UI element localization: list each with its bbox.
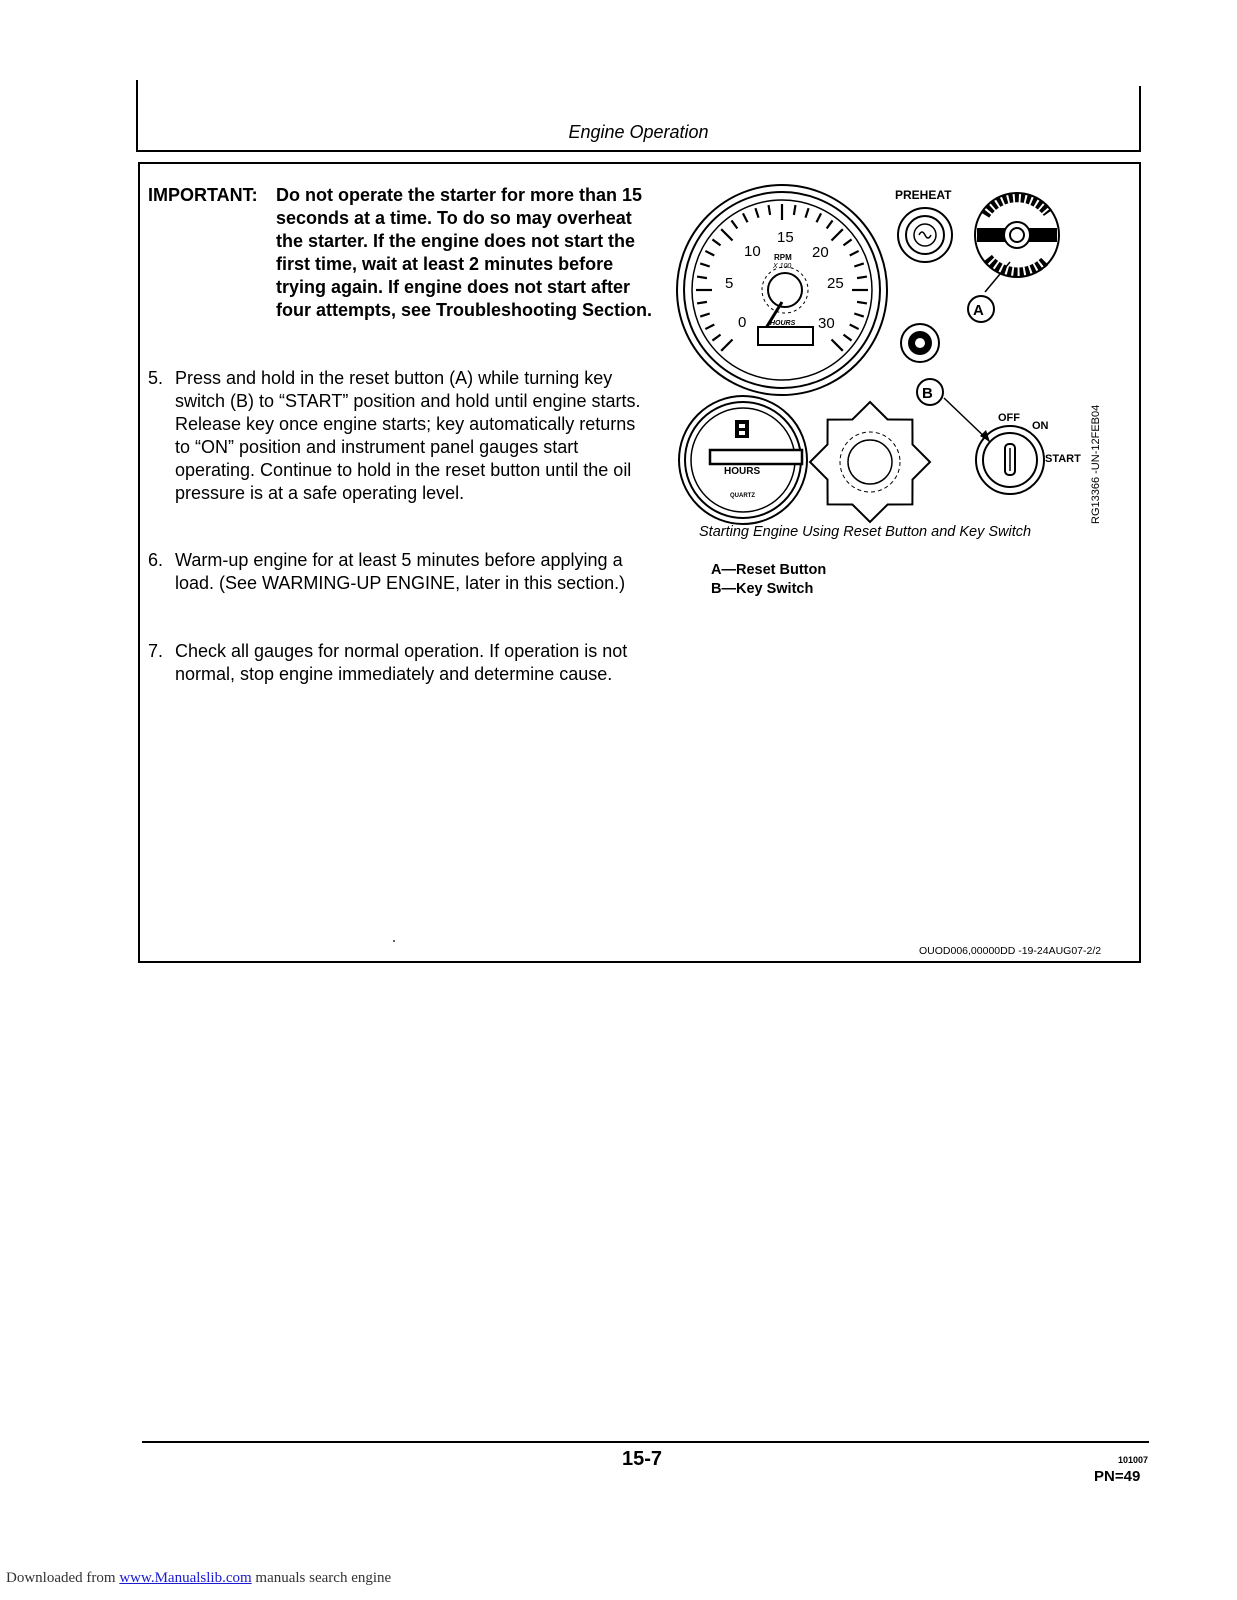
tach-tick [769,205,771,215]
tachometer-gauge [677,185,887,395]
hour-meter [679,396,807,524]
callout-a [968,296,994,322]
tach-tick [697,277,707,279]
tach-rpm-label: RPM [774,253,792,262]
tach-number-10: 10 [744,243,761,260]
preheat-label: PREHEAT [895,188,952,202]
tach-tick [755,208,758,218]
step-text: Check all gauges for normal operation. If operation is not normal, stop engine immediately and determine cause. [175,641,628,684]
tach-number-20: 20 [812,244,829,261]
tach-number-0: 0 [738,314,747,331]
page-number: 15-7 [622,1448,663,1470]
svg-text:B: B [922,385,933,402]
manualslib-link[interactable]: www.Manualslib.com [119,1570,252,1586]
tach-tick [743,213,748,222]
step-text: Warm-up engine for at least 5 minutes before applying a load. (See WARMING-UP ENGINE, later in this section.) [175,550,626,593]
tach-tick [805,208,808,218]
tach-tick [705,251,714,256]
octagonal-knob [810,402,930,522]
switch-start-label: START [1045,453,1081,465]
switch-on-label: ON [1032,420,1049,432]
legend-item-b: B—Key Switch [711,581,814,597]
stray-dot [393,940,395,942]
tach-tick [827,220,833,228]
footer-rule [142,1441,1149,1443]
key-switch [976,412,1081,494]
tach-number-30: 30 [818,315,835,332]
tach-number-5: 5 [725,275,734,292]
svg-text:A: A [973,302,984,319]
figure-id: RG13366 -UN-12FEB04 [1090,404,1102,524]
hour-meter-quartz-label: QUARTZ [730,493,755,499]
tach-tick [857,277,867,279]
tach-tick [854,313,864,316]
important-text: Do not operate the starter for more than 15 seconds at a time. To do so may overheat the starter. If the engine does not start the first time, wait at least 2 minutes before trying again. If engine does not start after four attempts, see Troubleshooting Section. [276,185,653,320]
download-prefix: Downloaded from [6,1570,120,1586]
download-suffix: manuals search engine [251,1570,392,1586]
tach-tick [817,213,822,222]
tach-tick [843,335,851,341]
legend-item-a: A—Reset Button [711,562,827,578]
tach-tick [712,335,720,341]
preheat-button [898,208,952,262]
tach-tick [857,302,867,304]
tach-tick [700,263,710,266]
tach-tick [721,339,732,350]
tach-tick [850,251,859,256]
tach-tick [712,239,720,245]
tach-hours-label: HOURS [770,320,796,327]
tach-tick [697,302,707,304]
tach-number-25: 25 [827,275,844,292]
tach-tick [731,220,737,228]
section-title: Engine Operation [568,122,709,142]
download-notice [6,1570,391,1587]
tach-tick [850,325,859,330]
doc-code: 101007 [1118,1455,1149,1465]
tach-tick [705,325,714,330]
tach-hours-window [758,327,813,345]
tach-tick [721,229,732,240]
step-text: Press and hold in the reset button (A) while turning key switch (B) to “START” position and hold until engine starts. Release key once engine starts; key automatically returns to “ON” position and instrument panel gauges start operating. Continue to hold in the reset button until the oil pressure is at a safe operating level. [175,368,641,503]
tach-tick [854,263,864,266]
hour-meter-hours-label: HOURS [724,466,761,477]
reference-code: OUOD006,00000DD -19-24AUG07-2/2 [919,945,1102,957]
tach-tick [794,205,796,215]
tach-tick [831,339,842,350]
step-number: 7. [148,641,164,661]
tach-tick [843,239,851,245]
step-number: 6. [148,550,164,570]
step-number: 5. [148,368,164,388]
tach-tick [831,229,842,240]
figure-caption: Starting Engine Using Reset Button and Key Switch [699,524,1032,540]
reset-button-label-disc [975,193,1059,277]
tach-x100-label: X 100 [773,263,792,270]
important-label: IMPORTANT: [148,185,258,205]
switch-off-label: OFF [998,412,1020,424]
indicator-light [901,324,939,362]
instrument-panel-illustration [670,180,1090,525]
tach-tick [700,313,710,316]
pn-number: PN=49 [1094,1468,1141,1485]
callout-b [917,379,943,405]
tach-number-15: 15 [777,229,794,246]
header-frame-bottom [136,150,1141,152]
